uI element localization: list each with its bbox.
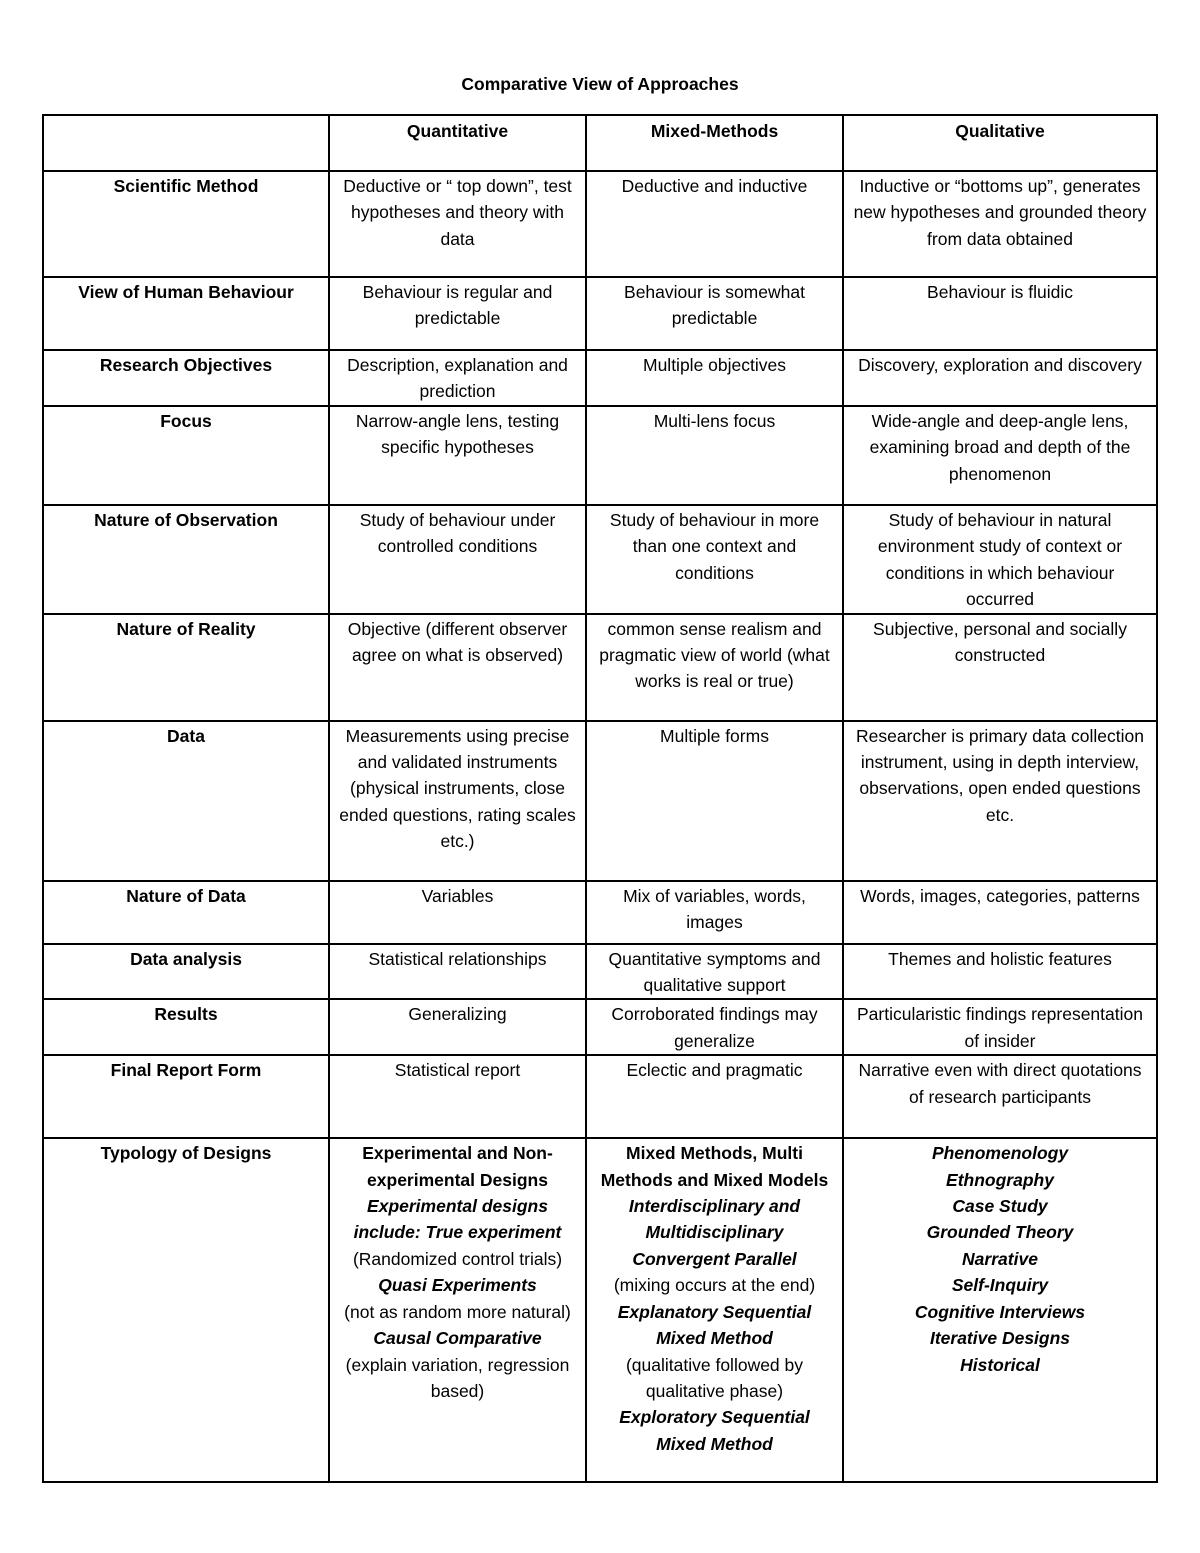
- typology-line: Interdisciplinary and Multidisciplinary: [628, 1196, 801, 1243]
- typology-line: Historical: [960, 1354, 1040, 1375]
- cell-quantitative: Narrow-angle lens, testing specific hypotheses: [329, 406, 586, 505]
- cell-quantitative: Objective (different observer agree on what is observed): [329, 614, 586, 721]
- row-label: Results: [43, 999, 329, 1055]
- cell-qualitative: Study of behaviour in natural environment study of context or conditions in which behaviour occurred: [843, 505, 1157, 614]
- typology-line: Experimental and Non-experimental Designs: [362, 1143, 553, 1190]
- table-row: [43, 721, 1157, 881]
- typology-line: (Randomized control trials): [352, 1248, 563, 1269]
- cell-quantitative: Generalizing: [329, 999, 586, 1055]
- cell-quantitative: Variables: [329, 881, 586, 944]
- header-cell-qualitative: Qualitative: [843, 115, 1157, 171]
- row-label: Focus: [43, 406, 329, 505]
- row-label: Data analysis: [43, 944, 329, 1000]
- table-row: [43, 350, 1157, 406]
- cell-qualitative: Themes and holistic features: [843, 944, 1157, 1000]
- typology-line: Grounded Theory: [926, 1222, 1074, 1243]
- row-label: Scientific Method: [43, 171, 329, 277]
- typology-cell-quantitative: [329, 1138, 586, 1482]
- cell-qualitative: Inductive or “bottoms up”, generates new hypotheses and grounded theory from data obtained: [843, 171, 1157, 277]
- row-label: Research Objectives: [43, 350, 329, 406]
- cell-quantitative: Behaviour is regular and predictable: [329, 277, 586, 350]
- typology-line: Case Study: [952, 1196, 1048, 1217]
- typology-cell-mixed: [586, 1138, 843, 1482]
- comparison-table: [42, 114, 1158, 1483]
- typology-line: Exploratory Sequential Mixed Method: [619, 1407, 810, 1454]
- typology-line: Quasi Experiments: [378, 1275, 537, 1296]
- cell-mixed-methods: Corroborated findings may generalize: [586, 999, 843, 1055]
- cell-qualitative: Discovery, exploration and discovery: [843, 350, 1157, 406]
- typology-cell-qualitative: [843, 1138, 1157, 1482]
- cell-qualitative: Subjective, personal and socially constructed: [843, 614, 1157, 721]
- cell-mixed-methods: Deductive and inductive: [586, 171, 843, 277]
- table-row: [43, 614, 1157, 721]
- cell-mixed-methods: Multi-lens focus: [586, 406, 843, 505]
- typology-line: (not as random more natural): [344, 1301, 571, 1322]
- typology-line: Self-Inquiry: [951, 1275, 1049, 1296]
- typology-line: Experimental designs include: True experiment: [353, 1196, 562, 1243]
- cell-mixed-methods: Mix of variables, words, images: [586, 881, 843, 944]
- table-row: [43, 999, 1157, 1055]
- table-row: [43, 171, 1157, 277]
- cell-qualitative: Words, images, categories, patterns: [843, 881, 1157, 944]
- header-cell-mixed-methods: Mixed-Methods: [586, 115, 843, 171]
- row-label: View of Human Behaviour: [43, 277, 329, 350]
- typology-line: Cognitive Interviews: [914, 1301, 1086, 1322]
- table-row: [43, 944, 1157, 1000]
- row-label: Final Report Form: [43, 1055, 329, 1138]
- cell-quantitative: Statistical report: [329, 1055, 586, 1138]
- cell-qualitative: Wide-angle and deep-angle lens, examining broad and depth of the phenomenon: [843, 406, 1157, 505]
- table-row: [43, 1055, 1157, 1138]
- table-row: [43, 881, 1157, 944]
- typology-line: (mixing occurs at the end): [613, 1275, 816, 1296]
- cell-qualitative: Particularistic findings representation of insider: [843, 999, 1157, 1055]
- typology-line: (qualitative followed by qualitative phase): [625, 1354, 804, 1401]
- document-title: Comparative View of Approaches: [461, 74, 739, 94]
- row-label: Nature of Observation: [43, 505, 329, 614]
- header-row: [43, 115, 1157, 171]
- typology-line: (explain variation, regression based): [345, 1354, 570, 1401]
- cell-mixed-methods: Multiple forms: [586, 721, 843, 881]
- typology-line: Narrative: [962, 1248, 1038, 1269]
- typology-line: Convergent Parallel: [632, 1248, 797, 1269]
- cell-quantitative: Deductive or “ top down”, test hypotheses and theory with data: [329, 171, 586, 277]
- typology-line: Phenomenology: [931, 1143, 1069, 1164]
- cell-quantitative: Description, explanation and prediction: [329, 350, 586, 406]
- row-label: Nature of Data: [43, 881, 329, 944]
- cell-mixed-methods: Multiple objectives: [586, 350, 843, 406]
- header-cell-empty: [43, 115, 329, 171]
- typology-line: Iterative Designs: [929, 1328, 1071, 1349]
- header-cell-quantitative: Quantitative: [329, 115, 586, 171]
- cell-qualitative: Narrative even with direct quotations of research participants: [843, 1055, 1157, 1138]
- typology-line: Causal Comparative: [373, 1328, 542, 1349]
- typology-line: Mixed Methods, Multi Methods and Mixed Models: [600, 1143, 829, 1190]
- cell-qualitative: Researcher is primary data collection instrument, using in depth interview, observations, open ended questions etc.: [843, 721, 1157, 881]
- table-row: [43, 505, 1157, 614]
- cell-mixed-methods: common sense realism and pragmatic view of world (what works is real or true): [586, 614, 843, 721]
- table-row: [43, 406, 1157, 505]
- row-label: Data: [43, 721, 329, 881]
- table-row: [43, 277, 1157, 350]
- cell-quantitative: Measurements using precise and validated instruments (physical instruments, close ended questions, rating scales etc.): [329, 721, 586, 881]
- typology-line: Ethnography: [946, 1169, 1054, 1190]
- typology-line: Explanatory Sequential Mixed Method: [617, 1301, 812, 1349]
- table-row-typology: [43, 1138, 1157, 1482]
- cell-quantitative: Study of behaviour under controlled conditions: [329, 505, 586, 614]
- cell-mixed-methods: Behaviour is somewhat predictable: [586, 277, 843, 350]
- cell-mixed-methods: Quantitative symptoms and qualitative support: [586, 944, 843, 1000]
- cell-quantitative: Statistical relationships: [329, 944, 586, 1000]
- row-label: Typology of Designs: [43, 1138, 329, 1482]
- cell-mixed-methods: Study of behaviour in more than one context and conditions: [586, 505, 843, 614]
- cell-qualitative: Behaviour is fluidic: [843, 277, 1157, 350]
- cell-mixed-methods: Eclectic and pragmatic: [586, 1055, 843, 1138]
- row-label: Nature of Reality: [43, 614, 329, 721]
